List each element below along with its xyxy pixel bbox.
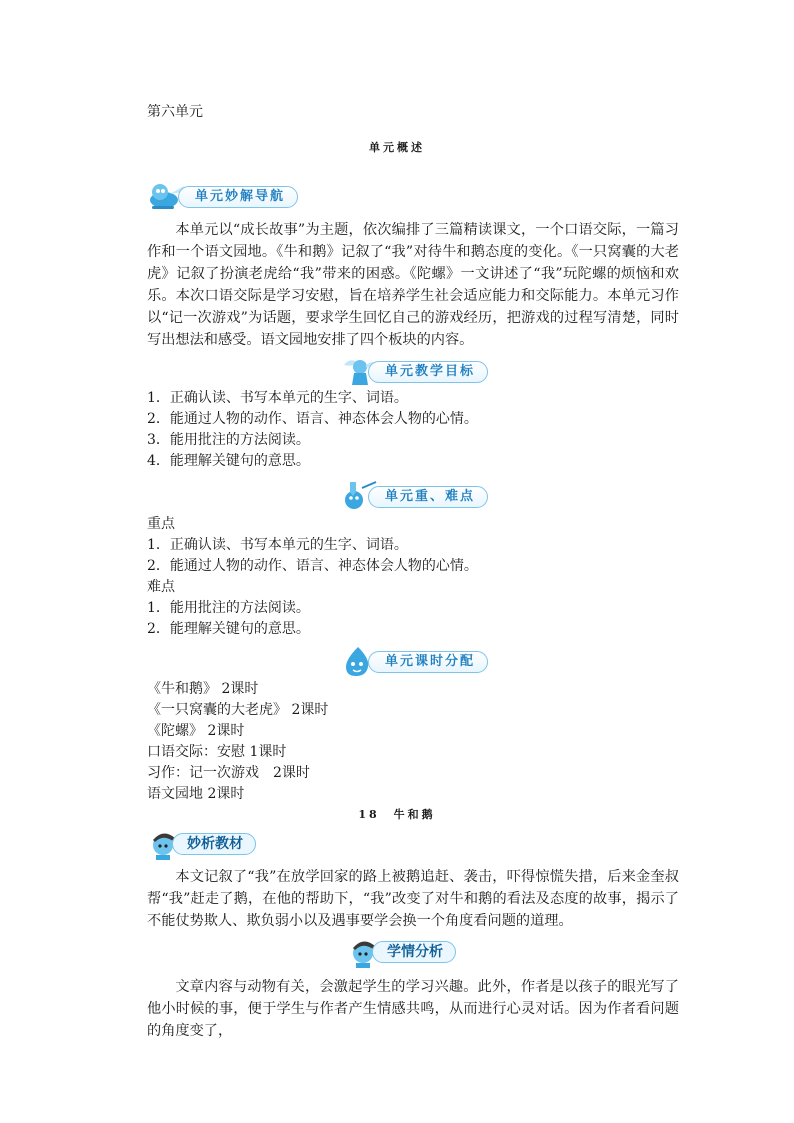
- section-banner-key: [340, 480, 490, 510]
- section-banner-analysis: [148, 828, 258, 856]
- section-title-goals: 单元教学目标: [368, 361, 488, 383]
- section-title-key: 单元重、难点: [368, 486, 488, 508]
- list-item: 1．正确认读、书写本单元的生字、词语。: [147, 390, 408, 406]
- difficult-label: 难点: [147, 579, 175, 595]
- list-item: 语文园地 2课时: [147, 786, 245, 802]
- goals-list: [147, 388, 478, 472]
- list-item: 2．能理解关键句的意思。: [147, 621, 310, 637]
- list-item: 1．能用批注的方法阅读。: [147, 600, 310, 616]
- students-paragraph: [147, 976, 679, 1042]
- key-label: 重点: [147, 516, 175, 532]
- guide-paragraph: [147, 219, 679, 351]
- section-title-hours: 单元课时分配: [368, 651, 488, 673]
- section-banner-students: [348, 936, 458, 964]
- list-item: 1．正确认读、书写本单元的生字、词语。: [147, 537, 408, 553]
- list-item: 2．能通过人物的动作、语言、神态体会人物的心情。: [147, 411, 478, 427]
- list-item: 《一只窝囊的大老虎》 2课时: [147, 702, 329, 718]
- list-item: 《牛和鹅》 2课时: [147, 681, 259, 697]
- section-banner-guide: [148, 180, 308, 210]
- list-item: 《陀螺》 2课时: [147, 723, 245, 739]
- section-banner-goals: [340, 355, 490, 385]
- list-item: 口语交际：安慰 1课时: [147, 744, 287, 760]
- analysis-text: 本文记叙了“我”在放学回家的路上被鹅追赶、袭击，吓得惊慌失措，后来金奎叔帮“我”赶走了鹅，在他的帮助下，“我”改变了对牛和鹅的看法及态度的故事，揭示了不能仗势欺人、欺负弱小以及遇事要学会换一个角度看问题的道理。: [147, 869, 679, 929]
- unit-heading: 第六单元: [147, 104, 203, 120]
- section-title-students: 学情分析: [372, 941, 456, 963]
- section-title-analysis: 妙析教材: [172, 833, 256, 855]
- students-text: 文章内容与动物有关，会激起学生的学习兴趣。此外，作者是以孩子的眼光写了他小时候的事，便于学生与作者产生情感共鸣，从而进行心灵对话。因为作者看问题的角度变了，: [147, 979, 679, 1039]
- section-banner-hours: [340, 645, 490, 675]
- section-title-guide: 单元妙解导航: [178, 186, 298, 208]
- key-points-list: [147, 514, 478, 640]
- list-item: 3．能用批注的方法阅读。: [147, 432, 310, 448]
- guide-text: 本单元以“成长故事”为主题，依次编排了三篇精读课文，一个口语交际，一篇习作和一个语文园地。《牛和鹅》记叙了“我”对待牛和鹅态度的变化。《一只窝囊的大老虎》记叙了扮演老虎给“我”带来的困惑。《陀螺》一文讲述了“我”玩陀螺的烦恼和欢乐。本次口语交际是学习安慰，旨在培养学生社会适应能力和交际能力。本单元习作以“记一次游戏”为话题，要求学生回忆自己的游戏经历，把游戏的过程写清楚，同时写出想法和感受。语文园地安排了四个板块的内容。: [147, 222, 679, 348]
- list-item: 2．能通过人物的动作、语言、神态体会人物的心情。: [147, 558, 478, 574]
- analysis-paragraph: [147, 866, 679, 932]
- overview-title: 单元概述: [369, 141, 425, 154]
- list-item: 习作：记一次游戏 2课时: [147, 765, 310, 781]
- hours-list: [147, 679, 328, 805]
- list-item: 4．能理解关键句的意思。: [147, 453, 310, 469]
- lesson-title: 18 牛和鹅: [358, 808, 436, 821]
